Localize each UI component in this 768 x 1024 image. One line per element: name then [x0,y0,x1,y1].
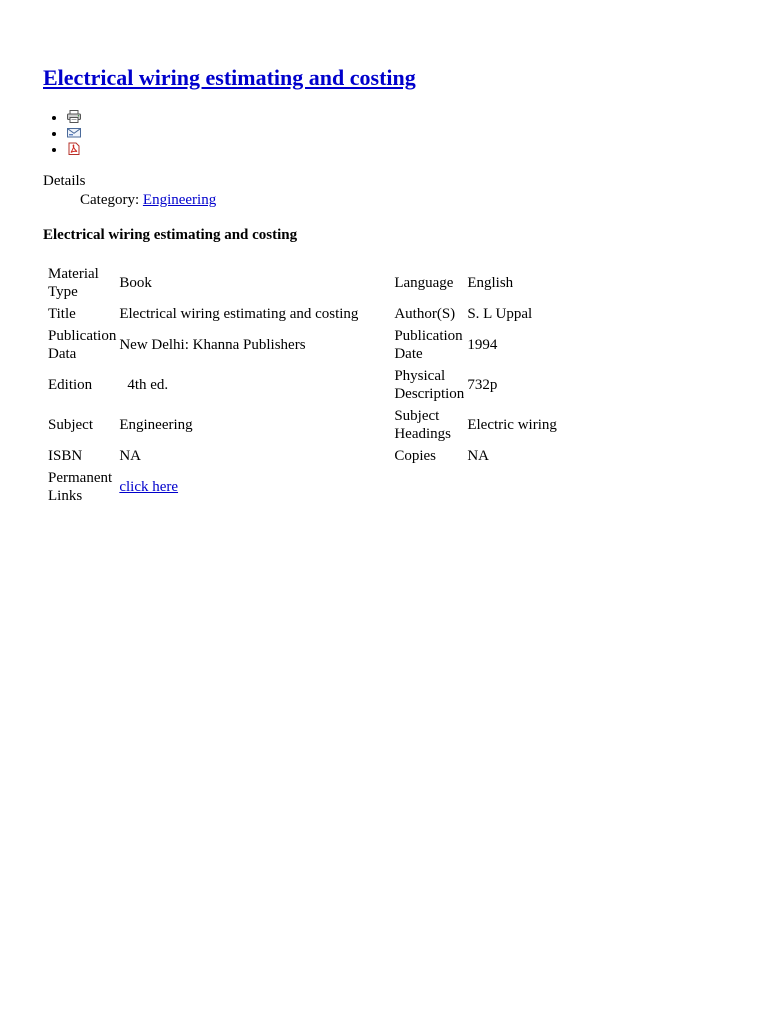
row-value: NA [467,448,489,464]
row-value: Book [119,275,152,291]
row-value [119,468,391,506]
pdf-action [67,142,81,158]
table-row [48,446,607,466]
category-line [80,191,216,210]
row-value: English [467,275,514,291]
row-label: Physical Description [394,368,465,402]
article-subtitle: Electrical wiring estimating and costing [43,227,298,243]
pdf-icon[interactable] [67,142,81,155]
row-label: Language [394,275,454,291]
title-link[interactable]: Electrical wiring estimating and costing [43,65,416,90]
row-label: Permanent Links [48,470,113,504]
print-action [67,110,81,126]
row-label: Edition [48,377,93,393]
row-value: Electric wiring [467,417,557,433]
row-value: Engineering [119,417,193,433]
table-row [48,406,607,444]
empty-cell [394,468,464,506]
page-title [43,64,416,92]
category-label: Category: [80,192,143,208]
email-action [67,126,81,142]
row-value: New Delhi: Khanna Publishers [119,337,306,353]
row-value: S. L Uppal [467,306,533,322]
row-label: Publication Data [48,328,117,362]
row-value: 1994 [467,337,498,353]
row-value: 732p [467,377,498,393]
permanent-link[interactable]: click here [119,479,179,495]
row-label: Publication Date [394,328,463,362]
row-label: ISBN [48,448,83,464]
table-row [48,326,607,364]
empty-cell [467,468,607,506]
row-label: Subject [48,417,93,433]
email-icon[interactable] [67,126,81,139]
row-label: Title [48,306,76,322]
details-label: Details [43,173,86,189]
row-label: Material Type [48,266,99,300]
row-label: Author(S) [394,306,456,322]
row-value: NA [119,448,141,464]
row-label: Subject Headings [394,408,451,442]
article-details [43,172,216,210]
printer-icon[interactable] [67,110,81,123]
table-row [48,468,607,506]
row-label: Copies [394,448,436,464]
table-row [48,304,607,324]
category-link[interactable]: Engineering [142,192,217,208]
table-row [48,366,607,404]
row-value: 4th ed. [127,377,169,393]
row-value: Electrical wiring estimating and costing [119,306,359,322]
bibliographic-table [45,262,610,508]
article-actions [43,110,81,158]
table-row [48,264,607,302]
